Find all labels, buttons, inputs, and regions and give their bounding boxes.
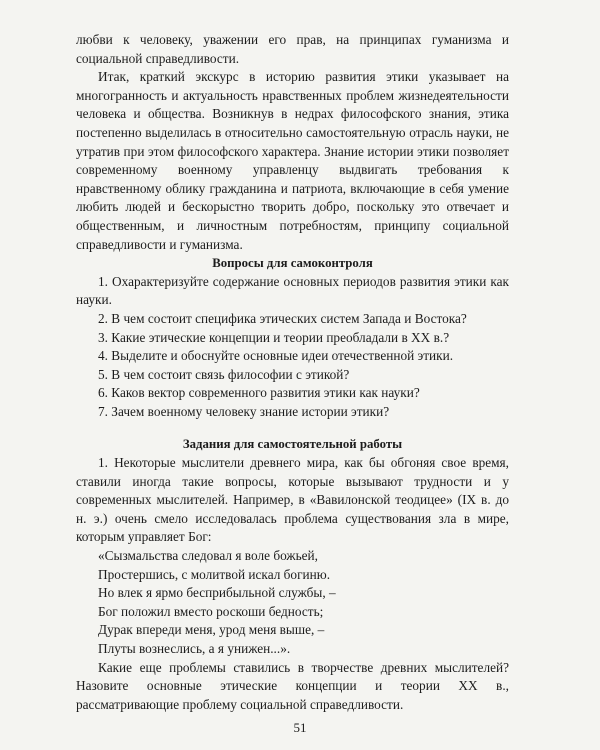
poem-line: Дурак впереди меня, урод меня выше, – bbox=[98, 622, 325, 638]
question-item: 2. В чем состоит специфика этических систем Запада и Востока? bbox=[98, 310, 467, 326]
page-number: 51 bbox=[293, 720, 307, 735]
question-item: 6. Каков вектор современного развития этики как науки? bbox=[98, 385, 420, 401]
poem-line: «Сызмальства следовал я воле божьей, bbox=[98, 548, 318, 564]
task-closing: Какие еще проблемы ставились в творчестве древних мыслителей? Назовите основные этические концепции и теории XX в., рассматривающие проблему социальной справедливости. bbox=[76, 659, 509, 712]
poem-line: Плуты вознеслись, а я унижен...». bbox=[98, 641, 291, 656]
poem-quote bbox=[76, 547, 509, 659]
poem-line: Простершись, с молитвой искал богиню. bbox=[98, 566, 331, 582]
questions-heading: Вопросы для самоконтроля bbox=[212, 256, 373, 271]
question-item: 7. Зачем военному человеку знание истории этики? bbox=[98, 403, 390, 419]
intro-paragraph-2: Итак, краткий экскурс в историю развития этики указывает на многогранность и актуальность нравственных проблем жизнедеятельности человека и общества. Возникнув в недрах философского знания, этика постепенно выделилась в относительно самостоятельную отрасль науки, не утратив при этом философского характера. Знание истории этики позволяет современному военному управленцу выдвигать требования к нравственному облику гражданина и патриота, включающие в себя умение любить людей и бескорыстно творить добро, поскольку это отвечает и общественным, и личностным потребностям, принципу социальной справедливости и гуманизма. bbox=[76, 69, 509, 252]
question-item: 3. Какие этические концепции и теории преобладали в XX в.? bbox=[98, 329, 450, 345]
poem-line: Но влек я ярмо бесприбыльной службы, – bbox=[98, 585, 336, 601]
question-item: 5. В чем состоит связь философии с этикой? bbox=[98, 366, 350, 382]
poem-line: Бог положил вместо роскоши бедность; bbox=[98, 603, 324, 619]
task-intro: 1. Некоторые мыслители древнего мира, как бы обгоняя свое время, ставили иногда такие вопросы, которые вызывают трудности и у современных мыслителей. Например, в «Вавилонской теодицее» (IX в. до н. э.) очень смело исследовалась проблема существования зла в мире, которым управляет Бог: bbox=[76, 455, 509, 545]
intro-paragraph-1: любви к человеку, уважении его прав, на принципах гуманизма и социальной справедливости. bbox=[76, 32, 509, 66]
question-item: 4. Выделите и обоснуйте основные идеи отечественной этики. bbox=[98, 348, 454, 364]
question-item: 1. Охарактеризуйте содержание основных периодов развития этики как науки. bbox=[76, 273, 509, 308]
tasks-heading: Задания для самостоятельной работы bbox=[182, 437, 403, 452]
page-content bbox=[76, 31, 509, 714]
